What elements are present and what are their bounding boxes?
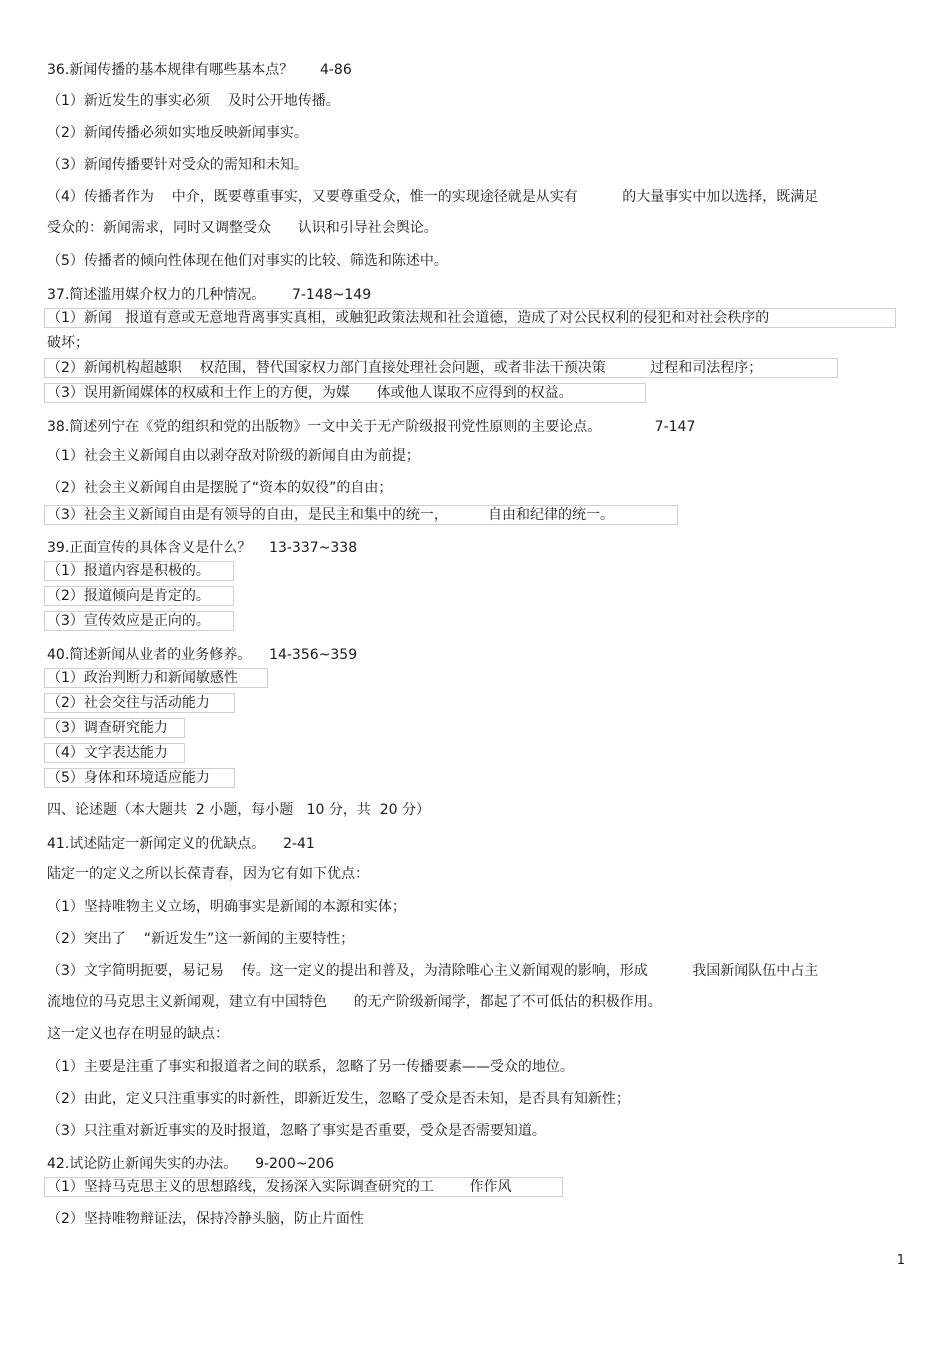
- answer-line: （4）传播者作为 中介，既要尊重事实，又要尊重受众，惟一的实现途径就是从实有 的大量事实中加以选择，既满足: [47, 189, 819, 205]
- question-36-heading: 36.新闻传播的基本规律有哪些基本点？ 4-86: [47, 62, 352, 78]
- answer-line: 这一定义也存在明显的缺点：: [47, 1026, 229, 1042]
- page-number: 1: [896, 1253, 905, 1268]
- answer-line: （4）文字表达能力: [44, 743, 185, 763]
- answer-line: （5）传播者的倾向性体现在他们对事实的比较、筛选和陈述中。: [47, 253, 448, 269]
- answer-line: （1）新闻 报道有意或无意地背离事实真相，或触犯政策法规和社会道德，造成了对公民权利的侵犯和对社会秩序的: [44, 308, 896, 328]
- answer-line: 破坏；: [47, 335, 89, 351]
- answer-line: 陆定一的定义之所以长葆青春，因为它有如下优点：: [47, 866, 369, 882]
- question-38-heading: 38.简述列宁在《党的组织和党的出版物》一文中关于无产阶级报刊党性原则的主要论点。 7-147: [47, 419, 696, 435]
- answer-line: （1）报道内容是积极的。: [44, 561, 234, 581]
- answer-line: （3）只注重对新近事实的及时报道，忽略了事实是否重要，受众是否需要知道。: [47, 1123, 546, 1139]
- question-40-heading: 40.简述新闻从业者的业务修养。 14-356~359: [47, 647, 358, 663]
- question-39-heading: 39.正面宣传的具体含义是什么？ 13-337~338: [47, 540, 358, 556]
- question-41-heading: 41.试述陆定一新闻定义的优缺点。 2-41: [47, 836, 315, 852]
- answer-line: （2）社会主义新闻自由是摆脱了“资本的奴役”的自由；: [47, 480, 393, 496]
- answer-line: （2）突出了 “新近发生”这一新闻的主要特性；: [47, 931, 355, 947]
- answer-line: （1）坚持马克思主义的思想路线，发扬深入实际调查研究的工 作作风: [44, 1177, 563, 1197]
- answer-line: （1）主要是注重了事实和报道者之间的联系，忽略了另一传播要素——受众的地位。: [47, 1059, 574, 1075]
- question-37-heading: 37.简述滥用媒介权力的几种情况。 7-148~149: [47, 287, 372, 303]
- answer-line: 流地位的马克思主义新闻观，建立有中国特色 的无产阶级新闻学，都起了不可低估的积极作用。: [47, 994, 662, 1010]
- answer-line: （3）调查研究能力: [44, 718, 185, 738]
- answer-line: （3）社会主义新闻自由是有领导的自由，是民主和集中的统一， 自由和纪律的统一。: [44, 505, 678, 525]
- answer-line: （3）文字简明扼要，易记易 传。这一定义的提出和普及，为清除唯心主义新闻观的影响，形成 我国新闻队伍中占主: [47, 963, 819, 979]
- answer-line: （1）坚持唯物主义立场，明确事实是新闻的本源和实体；: [47, 899, 406, 915]
- answer-line: （2）新闻机构超越职 权范围，替代国家权力部门直接处理社会问题，或者非法干预决策 过程和司法程序；: [44, 358, 838, 378]
- answer-line: （1）政治判断力和新闻敏感性: [44, 668, 268, 688]
- answer-line: （2）新闻传播必须如实地反映新闻事实。: [47, 125, 308, 141]
- answer-line: （3）宣传效应是正向的。: [44, 611, 234, 631]
- answer-line: 受众的：新闻需求，同时又调整受众 认识和引导社会舆论。: [47, 220, 438, 236]
- answer-line: （2）报道倾向是肯定的。: [44, 586, 234, 606]
- answer-line: （5）身体和环境适应能力: [44, 768, 235, 788]
- answer-line: （2）坚持唯物辩证法，保持冷静头脑，防止片面性: [47, 1211, 364, 1227]
- answer-line: （3）误用新闻媒体的权威和土作上的方便，为媒 体或他人谋取不应得到的权益。: [44, 383, 646, 403]
- answer-line: （1）新近发生的事实必须 及时公开地传播。: [47, 93, 340, 109]
- answer-line: （2）由此，定义只注重事实的时新性，即新近发生，忽略了受众是否未知，是否具有知新性；: [47, 1091, 630, 1107]
- answer-line: （1）社会主义新闻自由以剥夺敌对阶级的新闻自由为前提；: [47, 448, 420, 464]
- section-heading: 四、论述题（本大题共 2 小题，每小题 10 分，共 20 分）: [47, 802, 431, 818]
- answer-line: （3）新闻传播要针对受众的需知和未知。: [47, 157, 308, 173]
- answer-line: （2）社会交往与活动能力: [44, 693, 235, 713]
- question-42-heading: 42.试论防止新闻失实的办法。 9-200~206: [47, 1156, 335, 1172]
